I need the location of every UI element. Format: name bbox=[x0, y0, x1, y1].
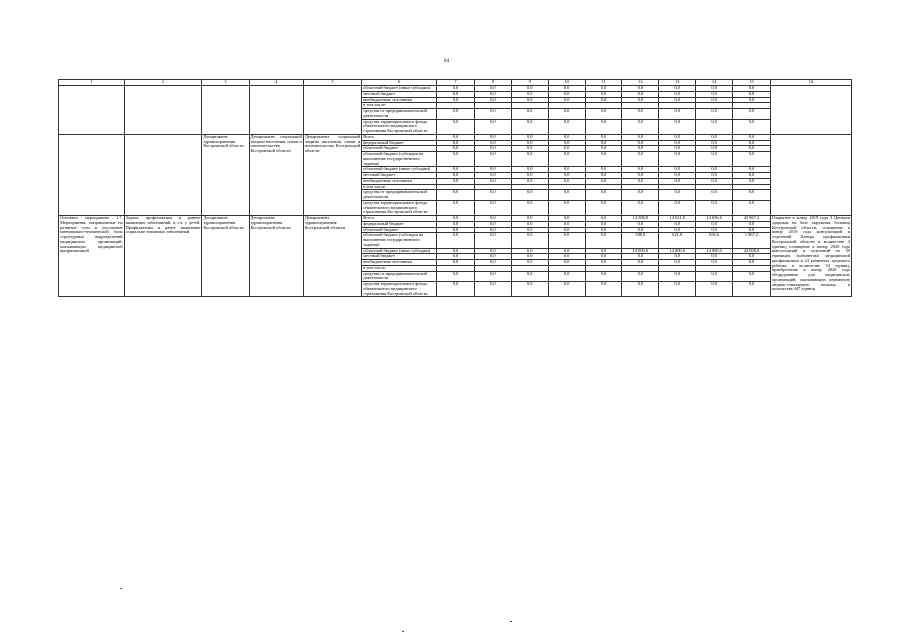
amount-cell: 0,0 bbox=[548, 221, 585, 227]
amount-cell: 0,0 bbox=[585, 190, 622, 201]
amount-cell: 0,0 bbox=[622, 140, 659, 146]
amount-cell: 0,0 bbox=[437, 221, 475, 227]
amount-cell: 0,0 bbox=[622, 271, 659, 282]
amount-cell: 0,0 bbox=[474, 200, 511, 215]
amount-cell: 0,0 bbox=[474, 173, 511, 179]
amount-cell: 0,0 bbox=[733, 146, 771, 152]
amount-cell: 0,0 bbox=[474, 91, 511, 97]
amount-cell: 0,0 bbox=[659, 91, 696, 97]
amount-cell: 0,0 bbox=[548, 190, 585, 201]
funding-source-label: в том числе: bbox=[362, 265, 437, 271]
block-result-cell bbox=[770, 134, 851, 215]
amount-cell: 0,0 bbox=[733, 152, 771, 167]
amount-cell: 0,0 bbox=[696, 86, 733, 92]
funding-source-label: федеральный бюджет bbox=[362, 221, 437, 227]
funding-source-label: областной бюджет (иные субсидии) bbox=[362, 167, 437, 173]
amount-cell: 0,0 bbox=[437, 282, 475, 297]
amount-cell: 0,0 bbox=[437, 260, 475, 266]
amount-cell: 0,0 bbox=[622, 282, 659, 297]
amount-cell: 0,0 bbox=[659, 221, 696, 227]
amount-cell: 0,0 bbox=[548, 282, 585, 297]
funding-source-label: областной бюджет (субсидия на выполнение государственного задания) bbox=[362, 233, 437, 248]
amount-cell: 0,0 bbox=[511, 221, 548, 227]
amount-cell: 0,0 bbox=[437, 173, 475, 179]
funding-source-label: в том числе: bbox=[362, 103, 437, 109]
budget-table bbox=[58, 79, 852, 297]
amount-cell: 0,0 bbox=[659, 97, 696, 103]
amount-cell: 0,0 bbox=[437, 271, 475, 282]
amount-cell: 0,0 bbox=[548, 216, 585, 222]
amount-cell: 0,0 bbox=[696, 282, 733, 297]
scan-speck bbox=[510, 621, 512, 622]
amount-cell: 0,0 bbox=[696, 190, 733, 201]
funding-source-label: областной бюджет (субсидия на выполнение государственного задания) bbox=[362, 152, 437, 167]
amount-cell: 0,0 bbox=[696, 227, 733, 233]
block-col1-cell bbox=[59, 134, 125, 215]
amount-cell: 0,0 bbox=[659, 167, 696, 173]
funding-source-label: местный бюджет bbox=[362, 254, 437, 260]
amount-cell: 0,0 bbox=[733, 271, 771, 282]
block-col3-cell: Департамент здравоохранения Костромской области bbox=[202, 216, 249, 297]
amount-cell: 0,0 bbox=[733, 227, 771, 233]
block-col3-cell: Департамент здравоохранения Костромской области bbox=[202, 134, 249, 215]
funding-source-label: Всего bbox=[362, 134, 437, 140]
header-cell: 15 bbox=[733, 80, 771, 86]
amount-cell: 0,0 bbox=[622, 190, 659, 201]
funding-source-label: внебюджетные источники bbox=[362, 260, 437, 266]
amount-cell: 0,0 bbox=[548, 173, 585, 179]
amount-cell: 0,0 bbox=[585, 173, 622, 179]
amount-cell: 0,0 bbox=[622, 91, 659, 97]
amount-cell: 42 000,0 bbox=[733, 248, 771, 254]
amount-cell: 0,0 bbox=[696, 91, 733, 97]
amount-cell: 0,0 bbox=[548, 233, 585, 248]
amount-cell: 0,0 bbox=[437, 233, 475, 248]
amount-cell: 0,0 bbox=[659, 282, 696, 297]
header-cell: 2 bbox=[124, 80, 202, 86]
amount-cell: 0,0 bbox=[548, 109, 585, 120]
amount-cell: 0,0 bbox=[696, 221, 733, 227]
block-col1-cell: Основное мероприятие 1.7. Мероприятия, направленные на развитие сети и улучшение материально-технической базы структурных подразделений медицинских организаций, оказывающих медицинской профилактикой bbox=[59, 216, 125, 297]
amount-cell: 0,0 bbox=[696, 134, 733, 140]
funding-source-label: внебюджетные источники bbox=[362, 97, 437, 103]
block-col4-cell: Департамент социальной защиты населения, опеки и попечительства Костромской области bbox=[249, 134, 303, 215]
amount-cell: 0,0 bbox=[474, 152, 511, 167]
amount-cell: 0,0 bbox=[437, 109, 475, 120]
amount-cell: 0,0 bbox=[622, 97, 659, 103]
amount-cell: 0,0 bbox=[548, 248, 585, 254]
amount-cell: 656,6 bbox=[696, 233, 733, 248]
amount-cell: 0,0 bbox=[474, 119, 511, 134]
amount-cell: 0,0 bbox=[437, 190, 475, 201]
amount-cell: 0,0 bbox=[511, 260, 548, 266]
amount-cell: 0,0 bbox=[511, 254, 548, 260]
funding-source-label: областной бюджет bbox=[362, 227, 437, 233]
amount-cell: 0,0 bbox=[548, 134, 585, 140]
amount-cell: 0,0 bbox=[585, 146, 622, 152]
amount-cell: 0,0 bbox=[437, 178, 475, 184]
amount-cell: 0,0 bbox=[548, 254, 585, 260]
header-cell: 14 bbox=[696, 80, 733, 86]
amount-cell: 0,0 bbox=[548, 119, 585, 134]
header-cell: 13 bbox=[659, 80, 696, 86]
amount-cell: 0,0 bbox=[659, 140, 696, 146]
amount-cell: 0,0 bbox=[659, 227, 696, 233]
funding-source-label: областной бюджет (иные субсидии) bbox=[362, 248, 437, 254]
funding-source-label: в том числе: bbox=[362, 184, 437, 190]
amount-cell: 0,0 bbox=[733, 140, 771, 146]
amount-cell: 0,0 bbox=[696, 271, 733, 282]
amount-cell: 0,0 bbox=[548, 140, 585, 146]
amount-cell: 0,0 bbox=[585, 216, 622, 222]
amount-cell: 0,0 bbox=[437, 248, 475, 254]
funding-source-label: средства территориального фонда обязательного медицинского страхования Костромской области bbox=[362, 282, 437, 297]
block-col4-cell: Департамент здравоохранения Костромской области bbox=[249, 216, 303, 297]
amount-cell: 588,8 bbox=[622, 233, 659, 248]
header-cell: 3 bbox=[202, 80, 249, 86]
amount-cell: 0,0 bbox=[585, 233, 622, 248]
amount-cell: 0,0 bbox=[622, 119, 659, 134]
block-col2-cell bbox=[124, 134, 202, 215]
amount-cell: 14 588,8 bbox=[622, 216, 659, 222]
amount-cell: 0,0 bbox=[511, 248, 548, 254]
amount-cell: 0,0 bbox=[511, 178, 548, 184]
amount-cell: 0,0 bbox=[622, 173, 659, 179]
header-cell: 10 bbox=[548, 80, 585, 86]
amount-cell: 0,0 bbox=[548, 91, 585, 97]
amount-cell: 0,0 bbox=[585, 167, 622, 173]
amount-cell: 0,0 bbox=[696, 97, 733, 103]
amount-cell: 0,0 bbox=[474, 140, 511, 146]
amount-cell: 0,0 bbox=[696, 152, 733, 167]
header-cell: 16 bbox=[770, 80, 851, 86]
amount-cell: 0,0 bbox=[585, 271, 622, 282]
block-col3-cell bbox=[202, 86, 249, 135]
amount-cell: 0,0 bbox=[511, 233, 548, 248]
amount-cell: 0,0 bbox=[733, 97, 771, 103]
funding-source-label: внебюджетные источники bbox=[362, 178, 437, 184]
header-cell: 11 bbox=[585, 80, 622, 86]
amount-cell: 0,0 bbox=[585, 152, 622, 167]
amount-cell: 0,0 bbox=[511, 190, 548, 201]
amount-cell: 0,0 bbox=[548, 178, 585, 184]
amount-cell: 0,0 bbox=[733, 260, 771, 266]
amount-cell: 0,0 bbox=[437, 216, 475, 222]
amount-cell: 0,0 bbox=[622, 200, 659, 215]
amount-cell: 0,0 bbox=[585, 248, 622, 254]
amount-cell: 0,0 bbox=[474, 86, 511, 92]
block-col5-cell bbox=[303, 86, 361, 135]
header-cell: 5 bbox=[303, 80, 361, 86]
amount-cell: 0,0 bbox=[474, 282, 511, 297]
funding-source-label: областной бюджет bbox=[362, 146, 437, 152]
amount-cell: 0,0 bbox=[474, 254, 511, 260]
amount-cell: 43 867,2 bbox=[733, 216, 771, 222]
amount-cell: 0,0 bbox=[622, 260, 659, 266]
amount-cell: 0,0 bbox=[548, 86, 585, 92]
amount-cell: 0,0 bbox=[622, 152, 659, 167]
amount-cell: 0,0 bbox=[474, 134, 511, 140]
amount-cell: 0,0 bbox=[474, 260, 511, 266]
amount-cell: 0,0 bbox=[437, 140, 475, 146]
amount-cell: 0,0 bbox=[696, 146, 733, 152]
header-cell: 9 bbox=[511, 80, 548, 86]
amount-cell: 0,0 bbox=[511, 109, 548, 120]
amount-cell: 0,0 bbox=[437, 97, 475, 103]
amount-cell: 0,0 bbox=[733, 86, 771, 92]
amount-cell: 1 867,2 bbox=[733, 233, 771, 248]
block-col5-cell: Департамент социальной защиты населения, опеки и попечительства Костромской области bbox=[303, 134, 361, 215]
amount-cell: 0,0 bbox=[733, 282, 771, 297]
amount-cell: 0,0 bbox=[474, 221, 511, 227]
amount-cell: 0,0 bbox=[659, 134, 696, 140]
funding-source-label: средства территориального фонда обязательного медицинского страхования Костромской области bbox=[362, 119, 437, 134]
funding-source-label: федеральный бюджет bbox=[362, 140, 437, 146]
amount-cell: 0,0 bbox=[696, 167, 733, 173]
amount-cell: 0,0 bbox=[511, 97, 548, 103]
amount-cell: 0,0 bbox=[733, 190, 771, 201]
amount-cell: 0,0 bbox=[548, 152, 585, 167]
amount-cell: 0,0 bbox=[622, 178, 659, 184]
amount-cell: 0,0 bbox=[511, 200, 548, 215]
amount-cell: 0,0 bbox=[437, 167, 475, 173]
amount-cell: 0,0 bbox=[548, 97, 585, 103]
amount-cell: 0,0 bbox=[511, 140, 548, 146]
header-cell: 8 bbox=[474, 80, 511, 86]
amount-cell: 0,0 bbox=[511, 152, 548, 167]
amount-cell: 0,0 bbox=[511, 119, 548, 134]
amount-cell: 0,0 bbox=[659, 271, 696, 282]
amount-cell: 0,0 bbox=[548, 227, 585, 233]
amount-cell: 0,0 bbox=[659, 173, 696, 179]
block-col1-cell bbox=[59, 86, 125, 135]
amount-cell: 0,0 bbox=[622, 221, 659, 227]
header-cell: 7 bbox=[437, 80, 475, 86]
amount-cell: 0,0 bbox=[511, 86, 548, 92]
amount-cell: 0,0 bbox=[474, 167, 511, 173]
amount-cell: 14 000,0 bbox=[622, 248, 659, 254]
amount-cell: 0,0 bbox=[474, 233, 511, 248]
amount-cell: 0,0 bbox=[511, 134, 548, 140]
amount-cell: 0,0 bbox=[622, 134, 659, 140]
amount-cell: 0,0 bbox=[696, 260, 733, 266]
amount-cell: 0,0 bbox=[437, 200, 475, 215]
block-result-cell bbox=[770, 86, 851, 135]
amount-cell: 0,0 bbox=[733, 173, 771, 179]
amount-cell: 0,0 bbox=[511, 167, 548, 173]
amount-cell: 0,0 bbox=[659, 190, 696, 201]
amount-cell: 0,0 bbox=[696, 173, 733, 179]
amount-cell: 0,0 bbox=[659, 200, 696, 215]
amount-cell: 0,0 bbox=[733, 178, 771, 184]
amount-cell: 0,0 bbox=[474, 227, 511, 233]
amount-cell: 14 656,6 bbox=[696, 216, 733, 222]
amount-cell: 0,0 bbox=[548, 167, 585, 173]
amount-cell: 0,0 bbox=[585, 140, 622, 146]
amount-cell: 0,0 bbox=[437, 146, 475, 152]
amount-cell: 0,0 bbox=[437, 227, 475, 233]
block-col2-cell bbox=[124, 86, 202, 135]
amount-cell: 0,0 bbox=[585, 86, 622, 92]
amount-cell: 0,0 bbox=[474, 248, 511, 254]
amount-cell: 0,0 bbox=[437, 119, 475, 134]
block-result-cell: Открытие к концу 2019 года 3 Центров здоровья на базе окружных больниц Костромской области; оснащение к концу 2019 года консультаций и отделений Центра профилактики Костромской области в количестве 4 единиц; оснащение к концу 2020 года консультаций и отделений по 50 единицам (кабинетам) медицинской профилактики в 24 кабинетах здорового ребенка в количестве 54 единиц; приобретение к концу 2020 года оборудования для медицинских организаций, оказывающих первичную медико-санитарную помощь, в количестве 447 единиц bbox=[770, 216, 851, 297]
funding-source-label: средства от предпринимательской деятельности bbox=[362, 190, 437, 201]
amount-cell: 0,0 bbox=[511, 91, 548, 97]
amount-cell: 0,0 bbox=[696, 109, 733, 120]
amount-cell: 0,0 bbox=[437, 86, 475, 92]
page-number: 64 bbox=[444, 59, 449, 64]
amount-cell: 0,0 bbox=[548, 200, 585, 215]
amount-cell: 0,0 bbox=[511, 271, 548, 282]
amount-cell: 0,0 bbox=[696, 140, 733, 146]
amount-cell: 0,0 bbox=[696, 254, 733, 260]
amount-cell: 0,0 bbox=[733, 109, 771, 120]
amount-cell: 0,0 bbox=[585, 282, 622, 297]
amount-cell: 0,0 bbox=[474, 109, 511, 120]
amount-cell: 0,0 bbox=[548, 146, 585, 152]
amount-cell: 0,0 bbox=[585, 254, 622, 260]
block-col4-cell bbox=[249, 86, 303, 135]
funding-source-label: местный бюджет bbox=[362, 173, 437, 179]
funding-source-label: местный бюджет bbox=[362, 91, 437, 97]
funding-source-label: средства территориального фонда обязательного медицинского страхования Костромской области bbox=[362, 200, 437, 215]
amount-cell: 0,0 bbox=[585, 134, 622, 140]
amount-cell: 0,0 bbox=[474, 190, 511, 201]
amount-cell: 0,0 bbox=[696, 178, 733, 184]
funding-source-label: средства от предпринимательской деятельности bbox=[362, 271, 437, 282]
amount-cell: 621,8 bbox=[659, 233, 696, 248]
amount-cell: 0,0 bbox=[437, 91, 475, 97]
scan-speck bbox=[402, 631, 404, 632]
amount-cell: 0,0 bbox=[585, 109, 622, 120]
funding-source-label: Всего bbox=[362, 216, 437, 222]
amount-cell: 0,0 bbox=[437, 134, 475, 140]
amount-cell: 0,0 bbox=[585, 260, 622, 266]
amount-cell: 0,0 bbox=[437, 254, 475, 260]
amount-cell: 0,0 bbox=[474, 271, 511, 282]
amount-cell: 0,0 bbox=[511, 227, 548, 233]
amount-cell: 0,0 bbox=[622, 167, 659, 173]
amount-cell: 0,0 bbox=[659, 86, 696, 92]
amount-cell: 0,0 bbox=[474, 216, 511, 222]
amount-cell: 14 621,8 bbox=[659, 216, 696, 222]
amount-cell: 0,0 bbox=[659, 254, 696, 260]
amount-cell: 0,0 bbox=[733, 167, 771, 173]
amount-cell: 0,0 bbox=[659, 109, 696, 120]
funding-source-label: областной бюджет (иные субсидии) bbox=[362, 86, 437, 92]
block-col5-cell: Департамент здравоохранения Костромской области bbox=[303, 216, 361, 297]
amount-cell: 0,0 bbox=[548, 271, 585, 282]
amount-cell: 0,0 bbox=[585, 91, 622, 97]
amount-cell: 0,0 bbox=[659, 146, 696, 152]
amount-cell: 0,0 bbox=[659, 152, 696, 167]
amount-cell: 0,0 bbox=[511, 146, 548, 152]
amount-cell: 0,0 bbox=[437, 152, 475, 167]
header-cell: 6 bbox=[362, 80, 437, 86]
amount-cell: 0,0 bbox=[659, 260, 696, 266]
amount-cell: 14 000,0 bbox=[696, 248, 733, 254]
amount-cell: 14 000,0 bbox=[659, 248, 696, 254]
amount-cell: 0,0 bbox=[622, 146, 659, 152]
amount-cell: 0,0 bbox=[622, 254, 659, 260]
amount-cell: 0,0 bbox=[733, 119, 771, 134]
amount-cell: 0,0 bbox=[585, 119, 622, 134]
amount-cell: 0,0 bbox=[474, 178, 511, 184]
amount-cell: 0,0 bbox=[622, 109, 659, 120]
block-col2-cell: Задача: профилактика и раннее выявление заболеваний, в т.ч. у детей. Профилактика и ранее выявление социально-значимых заболеваний bbox=[124, 216, 202, 297]
header-cell: 1 bbox=[59, 80, 125, 86]
amount-cell: 0,0 bbox=[511, 282, 548, 297]
header-cell: 4 bbox=[249, 80, 303, 86]
amount-cell: 0,0 bbox=[733, 254, 771, 260]
amount-cell: 0,0 bbox=[511, 216, 548, 222]
amount-cell: 0,0 bbox=[733, 200, 771, 215]
amount-cell: 0,0 bbox=[659, 119, 696, 134]
amount-cell: 0,0 bbox=[474, 146, 511, 152]
amount-cell: 0,0 bbox=[474, 97, 511, 103]
amount-cell: 0,0 bbox=[733, 134, 771, 140]
amount-cell: 0,0 bbox=[696, 119, 733, 134]
amount-cell: 0,0 bbox=[659, 178, 696, 184]
amount-cell: 0,0 bbox=[585, 221, 622, 227]
amount-cell: 0,0 bbox=[733, 91, 771, 97]
amount-cell: 0,0 bbox=[585, 97, 622, 103]
funding-source-label: средства от предпринимательской деятельности bbox=[362, 109, 437, 120]
amount-cell: 0,0 bbox=[733, 221, 771, 227]
amount-cell: 0,0 bbox=[511, 173, 548, 179]
amount-cell: 0,0 bbox=[585, 200, 622, 215]
amount-cell: 0,0 bbox=[622, 227, 659, 233]
amount-cell: 0,0 bbox=[696, 200, 733, 215]
amount-cell: 0,0 bbox=[622, 86, 659, 92]
scan-speck bbox=[120, 588, 122, 589]
amount-cell: 0,0 bbox=[548, 260, 585, 266]
header-cell: 12 bbox=[622, 80, 659, 86]
amount-cell: 0,0 bbox=[585, 227, 622, 233]
amount-cell: 0,0 bbox=[585, 178, 622, 184]
